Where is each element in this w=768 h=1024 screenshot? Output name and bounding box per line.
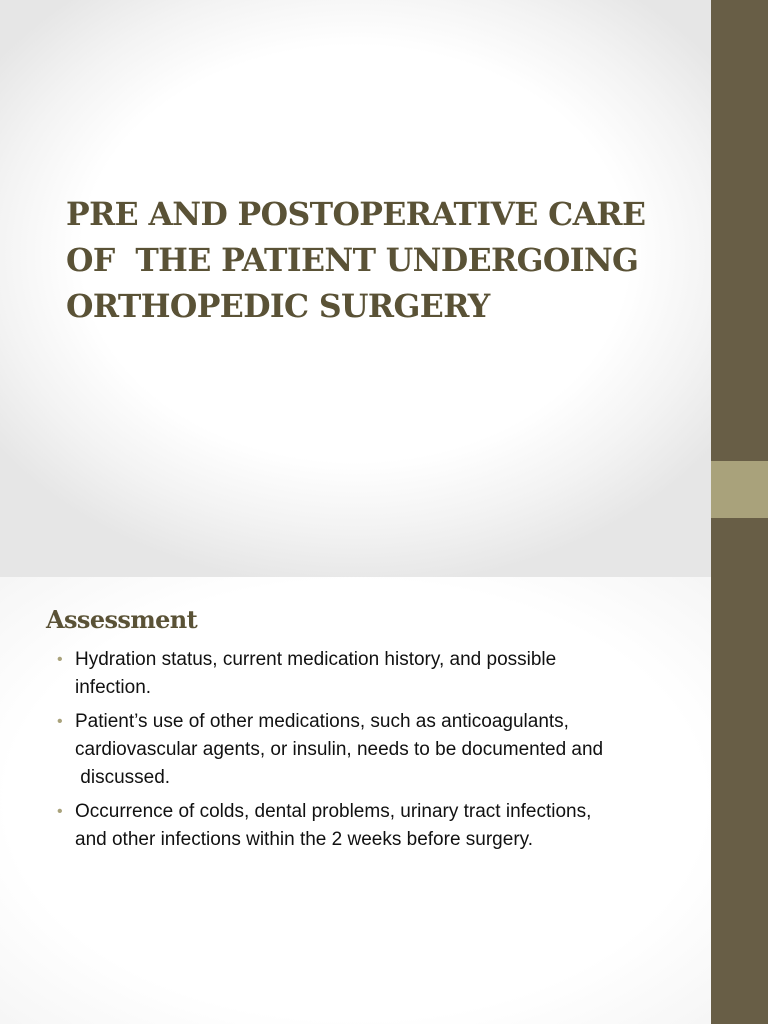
bullet-icon: • — [57, 651, 63, 668]
bullet-icon: • — [57, 803, 63, 820]
title-line: ORTHOPEDIC SURGERY — [66, 288, 490, 325]
bullet-list — [57, 646, 697, 860]
bullet-text-line: Hydration status, current medication history, and possible — [75, 649, 557, 670]
title-line: PRE AND POSTOPERATIVE CARE — [66, 196, 646, 233]
bullet-text-line: Patient’s use of other medications, such as anticoagulants, — [75, 711, 569, 732]
section-heading: Assessment — [46, 605, 198, 634]
bullet-text-line: infection. — [75, 677, 152, 698]
bullet-item — [57, 646, 697, 702]
bullet-text-line: and other infections within the 2 weeks before surgery. — [75, 829, 534, 850]
title-line: OF THE PATIENT UNDERGOING — [66, 242, 639, 279]
bullet-text-line: discussed. — [75, 767, 171, 788]
bullet-item — [57, 798, 697, 854]
bullet-item — [57, 708, 697, 792]
bullet-text-line: cardiovascular agents, or insulin, needs to be documented and — [75, 739, 604, 760]
bullet-icon: • — [57, 713, 63, 730]
slide-title — [66, 192, 686, 330]
bullet-text-line: Occurrence of colds, dental problems, urinary tract infections, — [75, 801, 592, 822]
sidebar-accent-block — [711, 461, 768, 518]
